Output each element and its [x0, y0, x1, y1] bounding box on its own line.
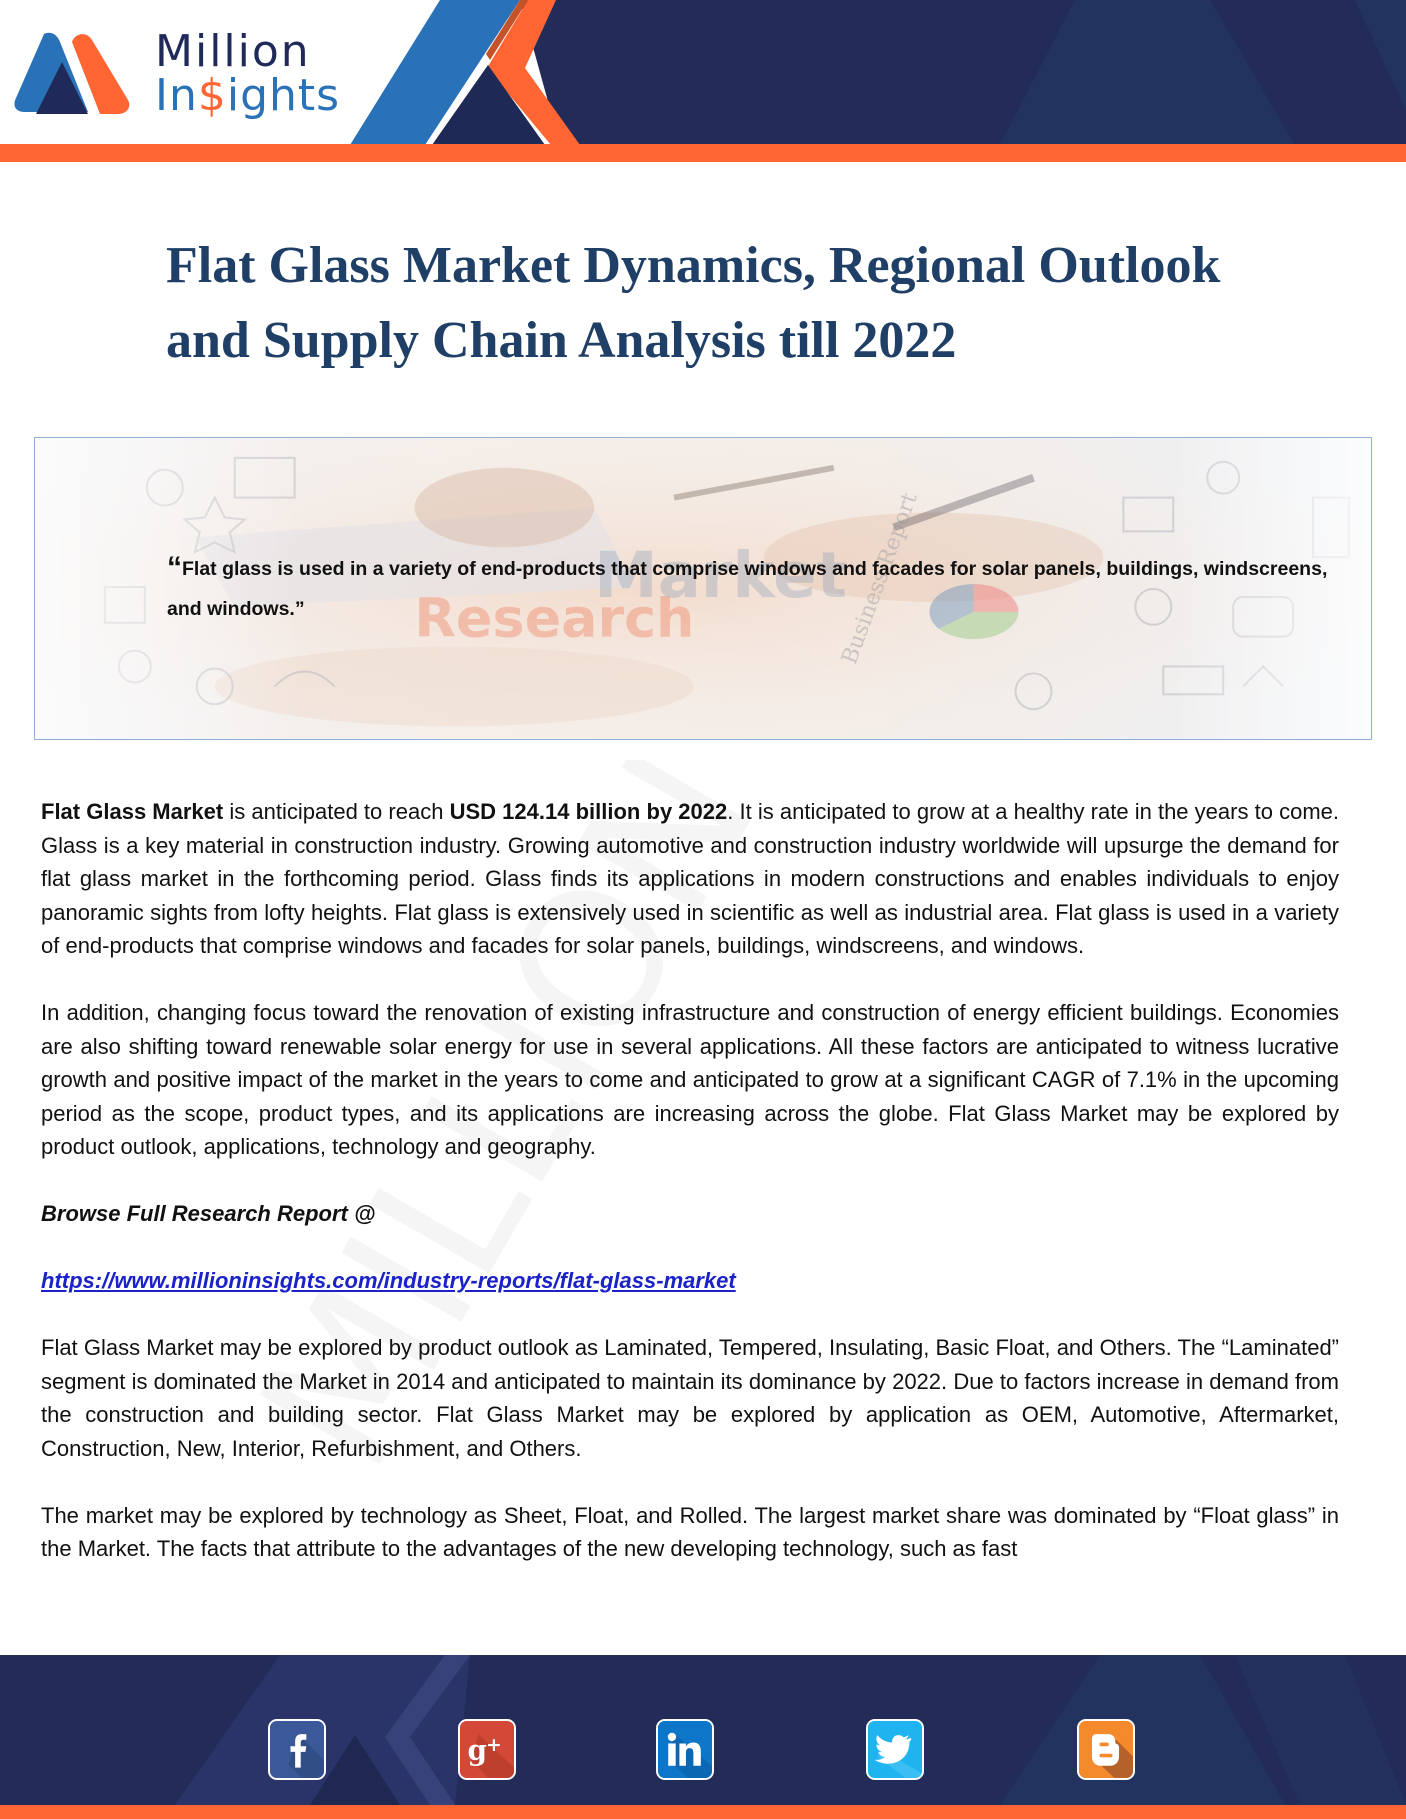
logo-text-million: Million [155, 26, 311, 77]
page-footer [0, 1655, 1406, 1819]
logo-insights-prefix: In [155, 70, 198, 121]
report-link-paragraph [41, 1264, 1339, 1298]
facebook-button[interactable] [268, 1719, 326, 1780]
blogger-icon [1079, 1721, 1133, 1778]
svg-text:g: g [467, 1734, 487, 1768]
linkedin-button[interactable] [656, 1719, 714, 1780]
google-plus-icon [460, 1721, 514, 1778]
logo-insights-suffix: ights [226, 70, 341, 121]
bold-market-name: Flat Glass Market [41, 799, 224, 824]
title-line-2: and Supply Chain Analysis till 2022 [166, 312, 957, 369]
million-insights-logo-icon [14, 32, 134, 116]
blogger-button[interactable] [1077, 1719, 1135, 1780]
browse-label-text: Browse Full Research Report @ [41, 1201, 376, 1226]
page-header [0, 0, 1406, 162]
google-plus-button[interactable] [458, 1719, 516, 1780]
paragraph-market-size [41, 795, 1339, 963]
p1-text-2: . It is anticipated to grow at a healthy rate in the years to come. Glass is a key material in construction industry. Growing automotive and construction industry worldwide will upsurge the demand for flat glass market in the forthcoming period. Glass finds its applications in modern constructions and enables individuals to enjoy panoramic sights from lofty heights. Flat glass is extensively used in scientific as well as industrial area. Flat glass is used in a variety of end-products that comprise windows and facades for solar panels, buildings, windscreens, and windows. [41, 799, 1339, 958]
twitter-button[interactable] [866, 1719, 924, 1780]
svg-text:+: + [486, 1734, 502, 1756]
report-link[interactable]: https://www.millioninsights.com/industry-reports/flat-glass-market [41, 1268, 736, 1293]
browse-report-label [41, 1197, 1339, 1231]
header-orange-stripe [0, 144, 1406, 162]
title-line-1: Flat Glass Market Dynamics, Regional Outlook [166, 237, 1221, 294]
logo-dollar-sign: $ [197, 70, 227, 121]
linkedin-icon [658, 1721, 712, 1778]
paragraph-product-outlook: Flat Glass Market may be explored by product outlook as Laminated, Tempered, Insulating, Basic Float, and Others. The “Laminated” segment is dominated the Market in 2014 and anticipated to maintain its dominance by 2022. Due to factors increase in demand from the construction and building sector. Flat Glass Market may be explored by application as OEM, Automotive, Aftermarket, Construction, New, Interior, Refurbishment, and Others. [41, 1335, 1339, 1461]
facebook-icon [270, 1721, 324, 1778]
article-body [41, 795, 1339, 1599]
brand-logo [155, 26, 341, 121]
banner-quote-text: Flat glass is used in a variety of end-products that comprise windows and facades for solar panels, buildings, windscreens, and windows.” [167, 558, 1328, 620]
paragraph-growth-factors: In addition, changing focus toward the renovation of existing infrastructure and construction of energy efficient buildings. Economies are also shifting toward renewable solar energy for use in several applications. All these factors are anticipated to witness lucrative growth and positive impact of the market in the years to come and anticipated to grow at a significant CAGR of 7.1% in the upcoming period as the scope, product types, and its applications are increasing across the globe. Flat Glass Market may be explored by product outlook, applications, technology and geography. [41, 1000, 1339, 1159]
bold-market-value: USD 124.14 billion by 2022 [449, 799, 728, 824]
p1-text-1: is anticipated to reach [223, 799, 450, 824]
paragraph-technology: The market may be explored by technology as Sheet, Float, and Rolled. The largest market share was dominated by “Float glass” in the Market. The facts that attribute to the advantages of the new developing technology, such as fast [41, 1502, 1339, 1561]
open-quote-mark: “ [167, 551, 182, 584]
footer-orange-stripe [0, 1805, 1406, 1819]
twitter-icon [868, 1721, 922, 1778]
document-title [166, 228, 1316, 378]
logo-text-insights [155, 70, 341, 121]
quote-banner [34, 437, 1372, 740]
banner-quote [167, 548, 1347, 629]
